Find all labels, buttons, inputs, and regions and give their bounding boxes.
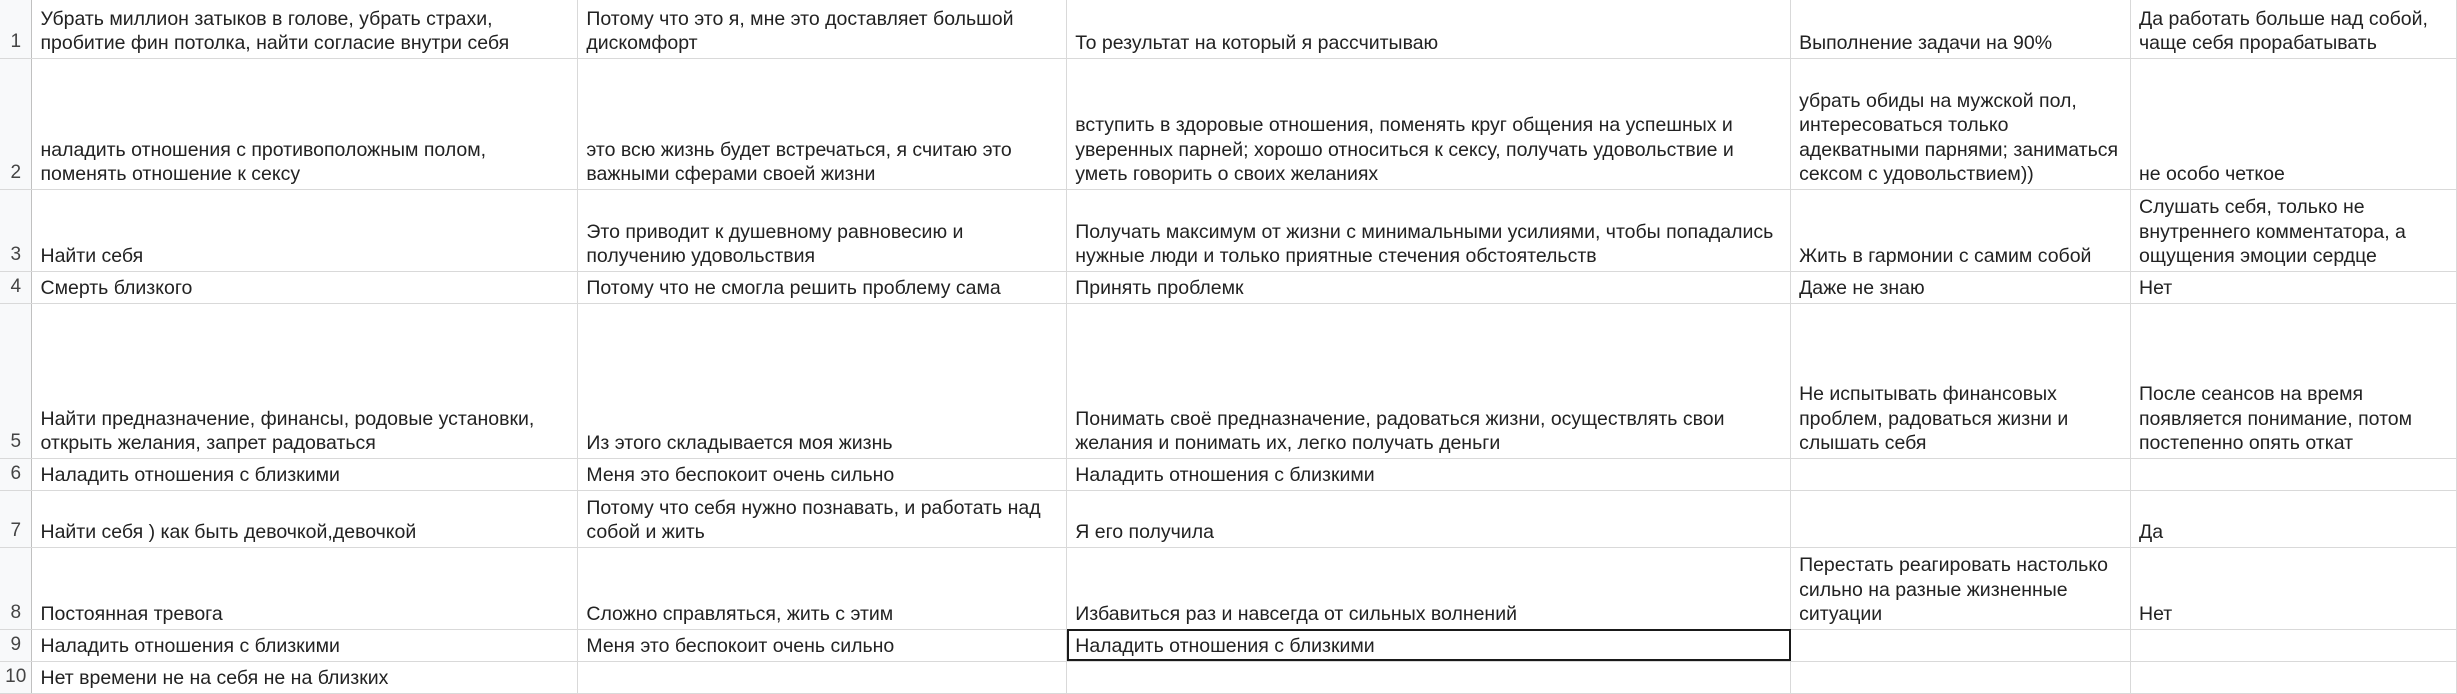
- cell[interactable]: Потому что это я, мне это доставляет большой дискомфорт: [578, 0, 1067, 58]
- row-header[interactable]: 7: [0, 490, 32, 547]
- sheet-row: [0, 490, 2457, 547]
- row-header[interactable]: 8: [0, 547, 32, 629]
- cell[interactable]: вступить в здоровые отношения, поменять круг общения на успешных и уверенных парней; хорошо относиться к сексу, получать удовольствие и уметь говорить о своих желаниях: [1067, 58, 1791, 189]
- cell[interactable]: Нет: [2131, 271, 2457, 303]
- sheet-row: [0, 458, 2457, 490]
- cell[interactable]: Выполнение задачи на 90%: [1791, 0, 2131, 58]
- cell[interactable]: Нет времени не на себя не на близких: [32, 661, 578, 693]
- cell[interactable]: Да работать больше над собой, чаще себя прорабатывать: [2131, 0, 2457, 58]
- row-header[interactable]: 2: [0, 58, 32, 189]
- cell[interactable]: Даже не знаю: [1791, 271, 2131, 303]
- cell[interactable]: Жить в гармонии с самим собой: [1791, 189, 2131, 271]
- cell[interactable]: наладить отношения с противоположным полом, поменять отношение к сексу: [32, 58, 578, 189]
- cell[interactable]: Наладить отношения с близкими: [1067, 458, 1791, 490]
- cell[interactable]: Постоянная тревога: [32, 547, 578, 629]
- cell[interactable]: [2131, 629, 2457, 661]
- cell[interactable]: убрать обиды на мужской пол, интересоваться только адекватными парнями; заниматься сексом с удовольствием)): [1791, 58, 2131, 189]
- sheet-row: [0, 271, 2457, 303]
- cell[interactable]: [1791, 490, 2131, 547]
- cell[interactable]: Не испытывать финансовых проблем, радоваться жизни и слышать себя: [1791, 303, 2131, 458]
- cell[interactable]: Наладить отношения с близкими: [32, 629, 578, 661]
- selected-cell[interactable]: Наладить отношения с близкими: [1067, 629, 1791, 661]
- sheet-row: [0, 189, 2457, 271]
- cell[interactable]: После сеансов на время появляется понимание, потом постепенно опять откат: [2131, 303, 2457, 458]
- cell[interactable]: Из этого складывается моя жизнь: [578, 303, 1067, 458]
- sheet-row: [0, 58, 2457, 189]
- cell[interactable]: [1791, 661, 2131, 693]
- row-header[interactable]: 3: [0, 189, 32, 271]
- cell[interactable]: Найти себя ) как быть девочкой,девочкой: [32, 490, 578, 547]
- cell[interactable]: Потому что не смогла решить проблему сама: [578, 271, 1067, 303]
- cell[interactable]: [1791, 629, 2131, 661]
- sheet-row: [0, 0, 2457, 58]
- cell[interactable]: не особо четкое: [2131, 58, 2457, 189]
- row-header[interactable]: 10: [0, 661, 32, 693]
- cell[interactable]: Да: [2131, 490, 2457, 547]
- row-header[interactable]: 4: [0, 271, 32, 303]
- cell[interactable]: То результат на который я рассчитываю: [1067, 0, 1791, 58]
- cell[interactable]: Потому что себя нужно познавать, и работать над собой и жить: [578, 490, 1067, 547]
- row-header[interactable]: 9: [0, 629, 32, 661]
- cell[interactable]: Принять проблемк: [1067, 271, 1791, 303]
- cell[interactable]: [2131, 458, 2457, 490]
- cell[interactable]: [578, 661, 1067, 693]
- row-header[interactable]: 1: [0, 0, 32, 58]
- cell[interactable]: Сложно справляться, жить с этим: [578, 547, 1067, 629]
- row-header[interactable]: 5: [0, 303, 32, 458]
- cell[interactable]: Нет: [2131, 547, 2457, 629]
- cell[interactable]: Перестать реагировать настолько сильно на разные жизненные ситуации: [1791, 547, 2131, 629]
- sheet-row: [0, 303, 2457, 458]
- sheet-row: [0, 629, 2457, 661]
- cell[interactable]: Найти себя: [32, 189, 578, 271]
- cell[interactable]: [1791, 458, 2131, 490]
- cell[interactable]: Это приводит к душевному равновесию и получению удовольствия: [578, 189, 1067, 271]
- sheet-row: [0, 547, 2457, 629]
- cell[interactable]: это всю жизнь будет встречаться, я считаю это важными сферами своей жизни: [578, 58, 1067, 189]
- cell[interactable]: [2131, 661, 2457, 693]
- cell[interactable]: Понимать своё предназначение, радоваться жизни, осуществлять свои желания и понимать их, легко получать деньги: [1067, 303, 1791, 458]
- cell[interactable]: Я его получила: [1067, 490, 1791, 547]
- row-header[interactable]: 6: [0, 458, 32, 490]
- cell[interactable]: [1067, 661, 1791, 693]
- cell[interactable]: Получать максимум от жизни с минимальными усилиями, чтобы попадались нужные люди и только приятные стечения обстоятельств: [1067, 189, 1791, 271]
- cell[interactable]: Меня это беспокоит очень сильно: [578, 458, 1067, 490]
- cell[interactable]: Слушать себя, только не внутреннего комментатора, а ощущения эмоции сердце: [2131, 189, 2457, 271]
- cell[interactable]: Наладить отношения с близкими: [32, 458, 578, 490]
- cell[interactable]: Меня это беспокоит очень сильно: [578, 629, 1067, 661]
- cell[interactable]: Избавиться раз и навсегда от сильных волнений: [1067, 547, 1791, 629]
- cell[interactable]: Найти предназначение, финансы, родовые установки, открыть желания, запрет радоваться: [32, 303, 578, 458]
- cell[interactable]: Убрать миллион затыков в голове, убрать страхи, пробитие фин потолка, найти согласие внутри себя: [32, 0, 578, 58]
- cell[interactable]: Смерть близкого: [32, 271, 578, 303]
- sheet-row: [0, 661, 2457, 693]
